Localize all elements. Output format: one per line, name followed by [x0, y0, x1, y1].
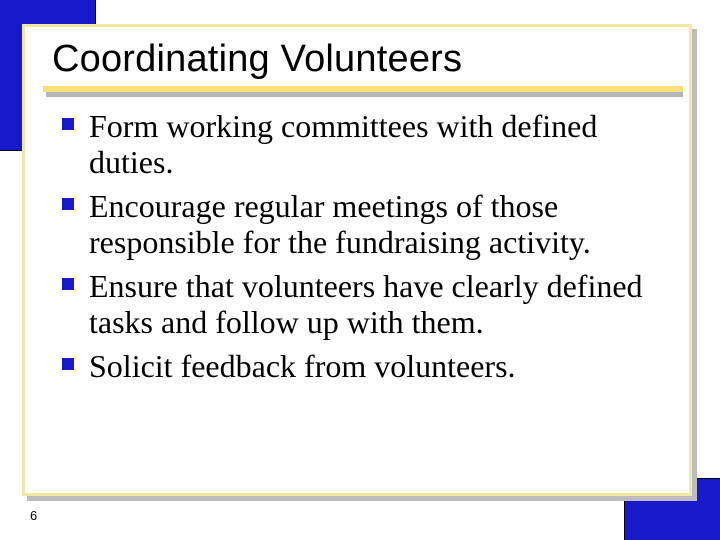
- bullet-text: Ensure that volunteers have clearly defined tasks and follow up with them.: [89, 268, 643, 340]
- bullet-text: Solicit feedback from volunteers.: [89, 348, 516, 384]
- bullet-text: Encourage regular meetings of those responsible for the fundraising activity.: [89, 188, 591, 260]
- slide-title: Coordinating Volunteers: [52, 38, 463, 80]
- square-bullet-icon: [62, 278, 74, 290]
- bullet-list: [62, 108, 672, 392]
- square-bullet-icon: [62, 118, 74, 130]
- bullet-item: [62, 268, 672, 340]
- bullet-text: Form working committees with defined duties.: [89, 108, 598, 180]
- square-bullet-icon: [62, 198, 74, 210]
- page-number: 6: [30, 508, 38, 523]
- bullet-item: [62, 348, 672, 384]
- bullet-item: [62, 188, 672, 260]
- bullet-item: [62, 108, 672, 180]
- title-rule: [43, 86, 683, 92]
- square-bullet-icon: [62, 358, 74, 370]
